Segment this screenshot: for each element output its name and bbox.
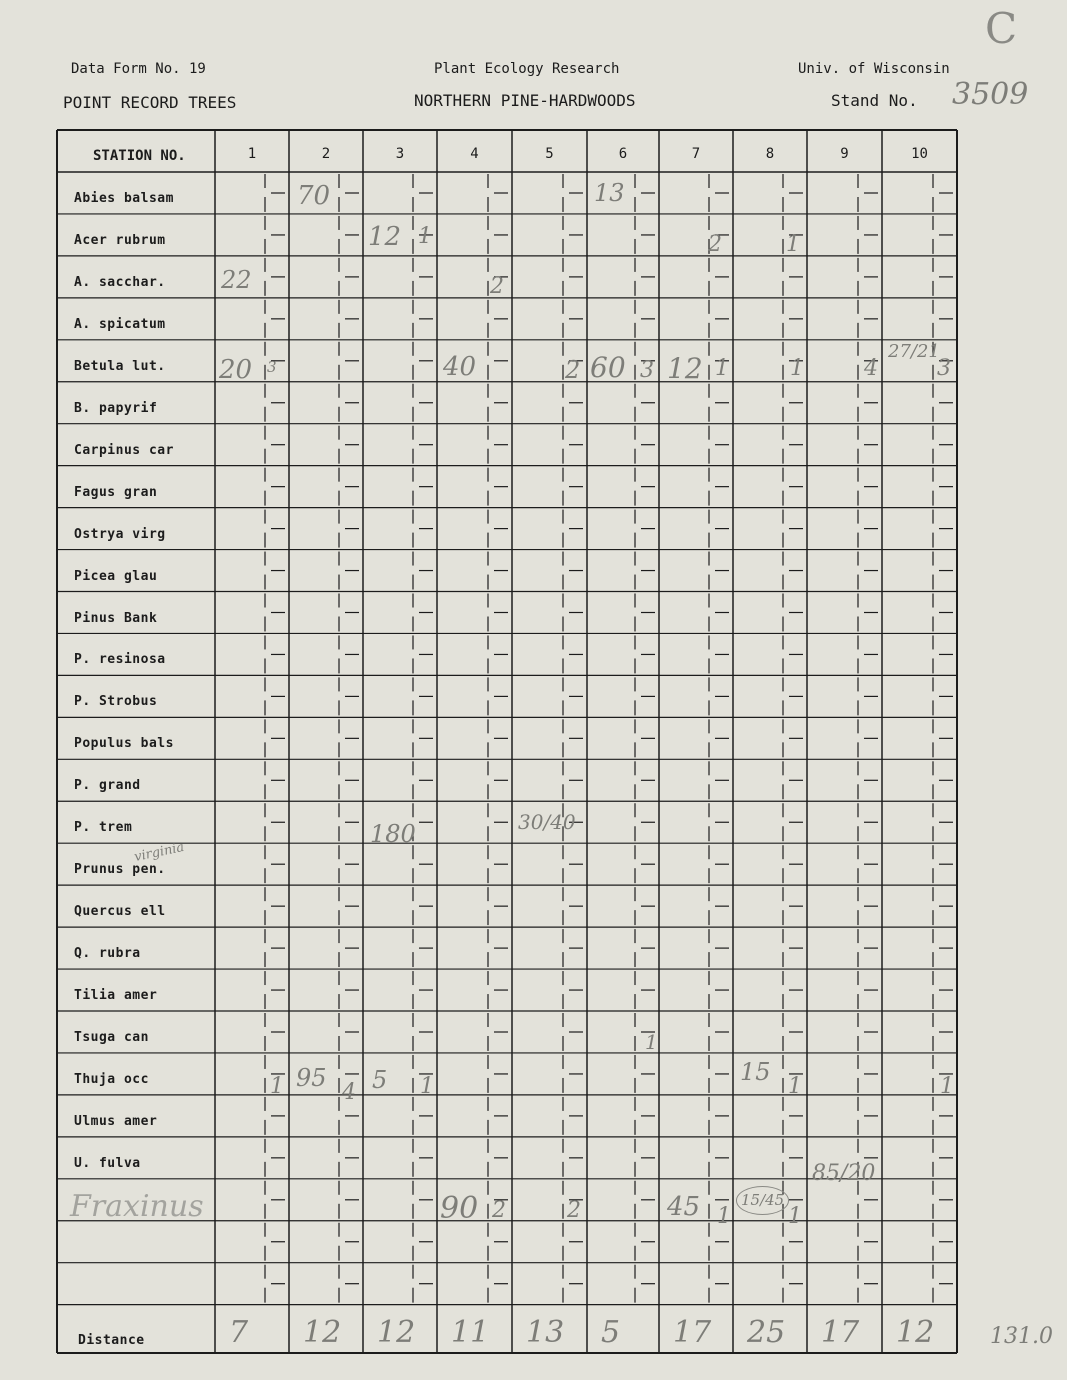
station-number: 9 bbox=[840, 146, 849, 162]
species-label: P. grand bbox=[74, 778, 141, 794]
station-number: 10 bbox=[911, 146, 928, 162]
distance-value: 17 bbox=[673, 1315, 712, 1350]
species-label: Carpinus car bbox=[74, 442, 174, 458]
species-label: Abies balsam bbox=[74, 191, 174, 206]
corner-letter: C bbox=[985, 4, 1018, 53]
species-label: Populus bals bbox=[74, 736, 174, 752]
species-label: Acer rubrum bbox=[74, 232, 166, 248]
species-label: Thuja occ bbox=[74, 1071, 149, 1087]
distance-value: 13 bbox=[526, 1315, 565, 1350]
entry-thuja-1-small: 1 bbox=[270, 1074, 284, 1099]
entry-tsuga-6-small: 1 bbox=[645, 1030, 658, 1054]
entry-betula-7: 12 bbox=[667, 352, 703, 385]
species-label: U. fulva bbox=[74, 1155, 141, 1171]
entry-sacchar-1: 22 bbox=[221, 266, 252, 294]
entry-fraxinus-9: 85/20 bbox=[812, 1161, 876, 1186]
form-title: POINT RECORD TREES bbox=[63, 93, 237, 112]
entry-betula-1: 20 bbox=[219, 355, 253, 385]
species-label: Tilia amer bbox=[74, 988, 158, 1004]
distance-value: 12 bbox=[377, 1315, 416, 1350]
form-number: Data Form No. 19 bbox=[71, 61, 206, 77]
station-number: 3 bbox=[395, 146, 405, 162]
entry-fraxinus-4: 90 bbox=[440, 1191, 479, 1226]
entry-betula-6: 60 bbox=[590, 351, 626, 384]
entry-fraxinus-8: 15/45 bbox=[736, 1186, 789, 1215]
station-number: 8 bbox=[765, 146, 775, 162]
distance-value: 12 bbox=[303, 1315, 342, 1350]
distance-value: 17 bbox=[821, 1315, 860, 1350]
station-number: 6 bbox=[618, 146, 628, 162]
entry-abies-6: 13 bbox=[594, 179, 625, 207]
species-label: Tsuga can bbox=[74, 1030, 149, 1045]
entry-betula-8-small: 1 bbox=[790, 356, 804, 381]
species-label: P. trem bbox=[74, 820, 133, 836]
entry-abies-2: 70 bbox=[297, 181, 331, 211]
entry-thuja-8: 15 bbox=[740, 1058, 771, 1086]
distance-value: 12 bbox=[896, 1315, 935, 1350]
entry-fraxinus-7: 45 bbox=[667, 1192, 701, 1222]
distance-value: 5 bbox=[601, 1315, 621, 1350]
entry-betula-6-small: 3 bbox=[640, 358, 654, 383]
entry-betula-10-small: 3 bbox=[937, 356, 951, 381]
entry-thuja-3-small: 1 bbox=[420, 1074, 434, 1099]
entry-thuja-2-small: 4 bbox=[342, 1080, 356, 1105]
entry-acer-3: 12 bbox=[368, 222, 402, 252]
distance-value: 7 bbox=[229, 1315, 249, 1350]
community-title: NORTHERN PINE-HARDWOODS bbox=[414, 91, 636, 110]
entry-fraxinus-5-small: 2 bbox=[567, 1198, 581, 1223]
station-number: 1 bbox=[247, 146, 257, 162]
entry-betula-1-small: 3 bbox=[267, 358, 277, 376]
station-header: STATION NO. bbox=[93, 148, 186, 164]
entry-thuja-8-small: 1 bbox=[788, 1074, 802, 1099]
species-label: Q. rubra bbox=[74, 946, 141, 962]
species-label: A. spicatum bbox=[74, 316, 166, 332]
fraxinus-label: Fraxinus bbox=[70, 1189, 204, 1224]
stand-number: 3509 bbox=[952, 77, 1029, 112]
entry-thuja-10-small: 1 bbox=[940, 1074, 954, 1099]
species-label: Betula lut. bbox=[74, 358, 166, 374]
station-number: 4 bbox=[470, 146, 479, 162]
entry-betula-10: 27/21 bbox=[888, 341, 940, 362]
species-label: P. resinosa bbox=[74, 652, 166, 668]
species-label: Quercus ell bbox=[74, 904, 166, 920]
entry-betula-9-small: 4 bbox=[864, 356, 878, 381]
station-number: 7 bbox=[691, 146, 701, 162]
entry-betula-5: 2 bbox=[565, 356, 581, 384]
species-label: P. Strobus bbox=[74, 694, 158, 710]
entry-trem-5: 30/40 bbox=[518, 810, 576, 834]
entry-trem-3: 180 bbox=[370, 820, 416, 848]
distance-value: 11 bbox=[451, 1315, 490, 1350]
entry-fraxinus-7-small: 1 bbox=[717, 1204, 731, 1229]
entry-fraxinus-8-small: 1 bbox=[788, 1204, 802, 1229]
entry-fraxinus-4-small: 2 bbox=[492, 1198, 506, 1223]
species-label: Fagus gran bbox=[74, 484, 158, 500]
species-label: Ulmus amer bbox=[74, 1113, 158, 1129]
distance-label: Distance bbox=[78, 1333, 145, 1348]
station-number: 2 bbox=[321, 146, 331, 162]
entry-acer-7: 2 bbox=[708, 232, 722, 257]
species-label: B. papyrif bbox=[74, 400, 158, 416]
species-label: Pinus Bank bbox=[74, 610, 158, 626]
prunus-note: virginia bbox=[132, 839, 186, 866]
species-label: Picea glau bbox=[74, 568, 158, 584]
species-label: Prunus pen. bbox=[74, 862, 166, 878]
entry-betula-4: 40 bbox=[443, 352, 477, 382]
organization: Plant Ecology Research bbox=[434, 61, 620, 77]
entry-betula-7-small: 1 bbox=[715, 356, 729, 381]
distance-total: 131.0 bbox=[990, 1324, 1053, 1349]
stand-label: Stand No. bbox=[831, 91, 918, 110]
entry-acer-8: 1 bbox=[786, 232, 800, 257]
entry-thuja-3: 5 bbox=[372, 1066, 388, 1094]
station-number: 5 bbox=[545, 146, 554, 162]
entry-thuja-2: 95 bbox=[296, 1064, 327, 1092]
species-label: A. sacchar. bbox=[74, 274, 166, 290]
university: Univ. of Wisconsin bbox=[798, 61, 950, 77]
distance-value: 25 bbox=[747, 1315, 786, 1350]
entry-acer-3-small: 1 bbox=[418, 224, 432, 249]
entry-sacchar-4: 2 bbox=[490, 274, 504, 299]
species-label: Ostrya virg bbox=[74, 526, 166, 542]
